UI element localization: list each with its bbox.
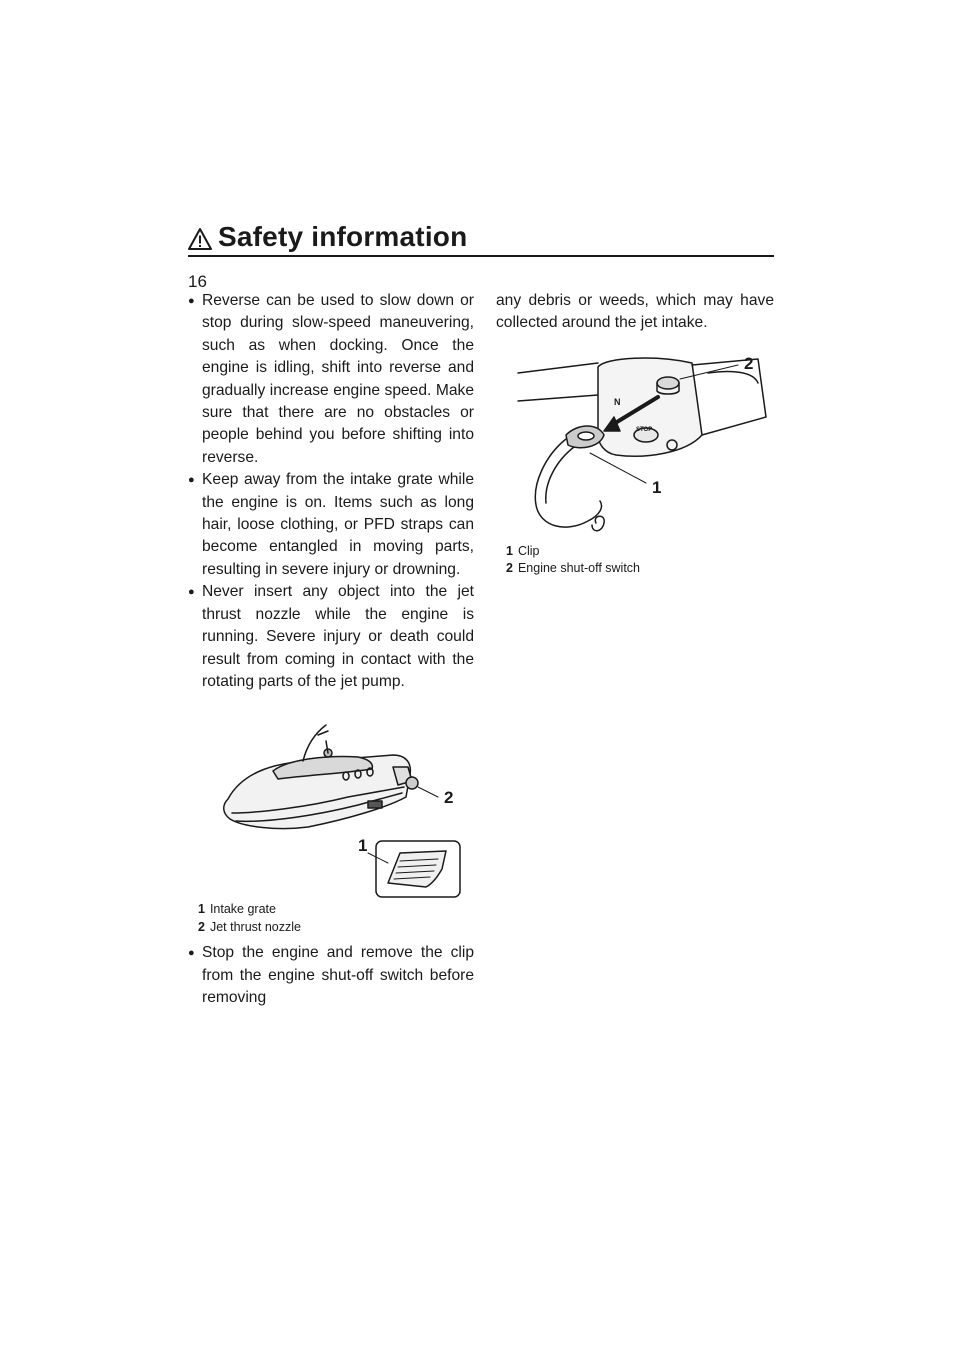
caption-item: 2 Jet thrust nozzle xyxy=(198,919,301,934)
left-column xyxy=(188,290,474,1010)
stop-label: STOP xyxy=(636,426,653,433)
callout-2: 2 xyxy=(744,353,754,373)
right-column xyxy=(496,290,774,584)
callout-1: 1 xyxy=(358,836,368,856)
figure-captions-left xyxy=(198,901,474,936)
figure-captions-right xyxy=(506,543,774,578)
jet-ski-illustration xyxy=(188,701,474,901)
header-rule xyxy=(188,255,774,257)
page-title: Safety information xyxy=(218,221,468,252)
warning-triangle-icon xyxy=(188,227,212,251)
bullet-item: ● Stop the engine and remove the clip from the engine shut-off switch before removing xyxy=(188,942,474,1009)
bullet-list-bottom xyxy=(188,942,474,1009)
page-number: 16 xyxy=(188,272,207,291)
bullet-item: ● Keep away from the intake grate while the engine is on. Items such as long hair, loose clothing, or PFD straps can become entangled in moving parts, resulting in severe injury or drowning. xyxy=(188,469,474,581)
caption-item: 1 Clip xyxy=(506,543,540,558)
caption-item: 1 Intake grate xyxy=(198,902,276,917)
bullet-list-top xyxy=(188,290,474,693)
caption-item: 2 Engine shut-off switch xyxy=(506,561,641,576)
page-header xyxy=(188,221,774,258)
callout-2: 2 xyxy=(444,788,454,808)
continuation-paragraph: any debris or weeds, which may have collected around the jet intake. xyxy=(496,292,774,332)
bullet-item: ● Reverse can be used to slow down or stop during slow-speed maneuvering, such as when docking. Once the engine is idling, shift into reverse and gradually increase engine speed. Make sure that there are no obstacles or people behind you before shifting into reverse. xyxy=(188,290,474,469)
bullet-item: ● Never insert any object into the jet thrust nozzle while the engine is running. Severe injury or death could result from coming in contact with the rotating parts of the jet pump. xyxy=(188,581,474,693)
engine-shut-off-switch-illustration xyxy=(496,343,774,543)
n-label: N xyxy=(614,396,621,407)
callout-1: 1 xyxy=(652,477,662,497)
